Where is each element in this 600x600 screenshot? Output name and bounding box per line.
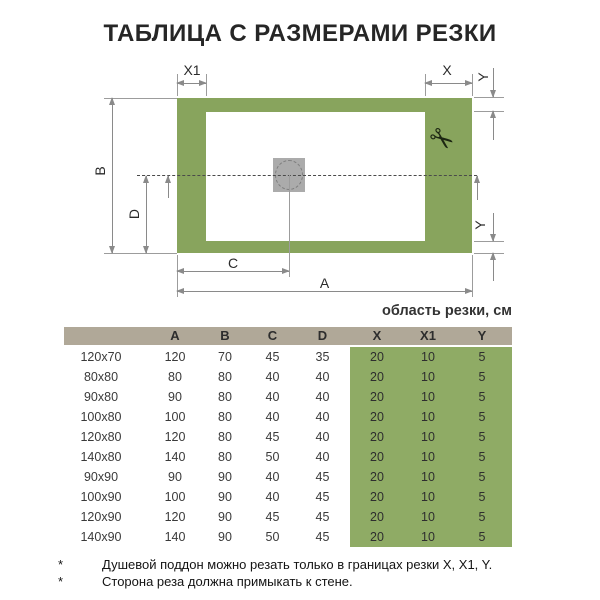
size-label: 90x80 xyxy=(83,390,119,404)
dim-line-y-top xyxy=(493,68,494,97)
value-cell: 45 xyxy=(315,530,330,544)
value-cell: 20 xyxy=(350,387,404,409)
value-cell: 5 xyxy=(452,427,512,449)
value-cell: 90 xyxy=(168,390,182,404)
extension-line xyxy=(474,253,504,254)
value-cell: 5 xyxy=(452,527,512,549)
value-cell: 10 xyxy=(404,447,452,469)
dim-line-y-bottom xyxy=(493,213,494,241)
dim-label-a: A xyxy=(319,275,330,291)
value-cell: 5 xyxy=(452,387,512,409)
value-cell: 80 xyxy=(218,450,232,464)
column-header: C xyxy=(267,328,278,343)
value-cell: 40 xyxy=(315,410,330,424)
table-row xyxy=(64,447,512,467)
dim-line-x1 xyxy=(177,83,206,84)
size-label: 120x80 xyxy=(80,430,122,444)
value-cell: 80 xyxy=(218,410,232,424)
centerline-pointer xyxy=(477,176,478,200)
table-row xyxy=(64,387,512,407)
footnote xyxy=(58,556,558,573)
extension-line xyxy=(474,241,504,242)
value-cell: 45 xyxy=(315,510,330,524)
table-header-row xyxy=(64,327,512,345)
column-header: B xyxy=(220,328,230,343)
value-cell: 80 xyxy=(218,430,232,444)
dim-label-x: X xyxy=(442,62,452,78)
dim-label-y-top: Y xyxy=(475,72,491,82)
dim-line-b xyxy=(112,98,113,253)
value-cell: 10 xyxy=(404,387,452,409)
value-cell: 20 xyxy=(350,407,404,429)
value-cell: 20 xyxy=(350,527,404,549)
size-label: 140x90 xyxy=(80,530,122,544)
column-header xyxy=(64,327,150,345)
table-row xyxy=(64,507,512,527)
value-cell: 45 xyxy=(265,430,280,444)
value-cell: 80 xyxy=(218,370,232,384)
extension-line xyxy=(474,111,504,112)
value-cell: 40 xyxy=(315,450,330,464)
dim-label-y-bottom: Y xyxy=(472,220,488,230)
size-label: 120x90 xyxy=(80,510,122,524)
value-cell: 5 xyxy=(452,467,512,489)
dim-line-y-top xyxy=(493,111,494,140)
dim-line-a xyxy=(177,291,472,292)
footnote-text: Сторона реза должна примыкать к стене. xyxy=(102,574,353,589)
shower-tray-inner xyxy=(206,112,425,241)
value-cell: 20 xyxy=(350,367,404,389)
value-cell: 40 xyxy=(315,370,330,384)
centerline-pointer xyxy=(168,176,169,198)
value-cell: 45 xyxy=(315,490,330,504)
value-cell: 10 xyxy=(404,407,452,429)
value-cell: 20 xyxy=(350,467,404,489)
table-row xyxy=(64,367,512,387)
table-row xyxy=(64,487,512,507)
value-cell: 10 xyxy=(404,507,452,529)
value-cell: 100 xyxy=(164,490,186,504)
dim-line-c xyxy=(177,271,289,272)
value-cell: 140 xyxy=(164,450,186,464)
value-cell: 40 xyxy=(265,370,280,384)
value-cell: 50 xyxy=(265,450,280,464)
dim-line-x xyxy=(425,83,472,84)
value-cell: 10 xyxy=(404,527,452,549)
size-label: 140x80 xyxy=(80,450,122,464)
footnotes xyxy=(58,556,558,590)
value-cell: 20 xyxy=(350,447,404,469)
value-cell: 5 xyxy=(452,507,512,529)
value-cell: 5 xyxy=(452,347,512,369)
footnote-marker: * xyxy=(58,574,64,589)
value-cell: 45 xyxy=(315,470,330,484)
dim-label-x1: X1 xyxy=(183,62,201,78)
value-cell: 100 xyxy=(164,410,186,424)
table-row xyxy=(64,527,512,547)
size-label: 100x90 xyxy=(80,490,122,504)
value-cell: 40 xyxy=(265,490,280,504)
value-cell: 20 xyxy=(350,487,404,509)
value-cell: 140 xyxy=(164,530,186,544)
page-title: ТАБЛИЦА С РАЗМЕРАМИ РЕЗКИ xyxy=(103,20,497,47)
dim-label-d: D xyxy=(126,208,142,220)
value-cell: 20 xyxy=(350,507,404,529)
value-cell: 40 xyxy=(265,410,280,424)
value-cell: 45 xyxy=(265,510,280,524)
footnote xyxy=(58,573,558,590)
value-cell: 120 xyxy=(164,350,186,364)
column-header: Y xyxy=(477,328,487,343)
value-cell: 90 xyxy=(218,510,232,524)
value-cell: 5 xyxy=(452,407,512,429)
value-cell: 35 xyxy=(315,350,330,364)
value-cell: 5 xyxy=(452,367,512,389)
value-cell: 10 xyxy=(404,367,452,389)
value-cell: 90 xyxy=(218,470,232,484)
value-cell: 10 xyxy=(404,467,452,489)
value-cell: 20 xyxy=(350,427,404,449)
extension-line xyxy=(474,97,504,98)
value-cell: 5 xyxy=(452,447,512,469)
size-label: 120x70 xyxy=(80,350,122,364)
size-label: 90x90 xyxy=(83,470,119,484)
footnote-marker: * xyxy=(58,557,64,572)
value-cell: 10 xyxy=(404,347,452,369)
value-cell: 80 xyxy=(218,390,232,404)
value-cell: 45 xyxy=(265,350,280,364)
column-header: A xyxy=(170,328,180,343)
center-axis-line xyxy=(137,175,477,176)
value-cell: 40 xyxy=(265,470,280,484)
value-cell: 120 xyxy=(164,510,186,524)
value-cell: 90 xyxy=(168,470,182,484)
dim-label-b: B xyxy=(92,166,108,176)
value-cell: 50 xyxy=(265,530,280,544)
value-cell: 20 xyxy=(350,347,404,369)
value-cell: 120 xyxy=(164,430,186,444)
value-cell: 40 xyxy=(315,390,330,404)
table-row xyxy=(64,427,512,447)
cut-zone-caption: область резки, см xyxy=(382,303,512,319)
scissors-icon: ✂ xyxy=(421,119,461,161)
column-header: X xyxy=(372,328,382,343)
value-cell: 10 xyxy=(404,427,452,449)
value-cell: 5 xyxy=(452,487,512,509)
value-cell: 10 xyxy=(404,487,452,509)
table-row xyxy=(64,407,512,427)
value-cell: 70 xyxy=(218,350,232,364)
value-cell: 40 xyxy=(265,390,280,404)
dim-line-y-bottom xyxy=(493,253,494,281)
dim-label-c: C xyxy=(227,255,239,271)
column-header: X1 xyxy=(420,328,436,343)
table-row xyxy=(64,347,512,367)
column-header: D xyxy=(317,328,328,343)
size-table-body xyxy=(64,347,512,547)
value-cell: 90 xyxy=(218,490,232,504)
table-row xyxy=(64,467,512,487)
footnote-text: Душевой поддон можно резать только в границах резки X, X1, Y. xyxy=(102,557,493,572)
drain-center-line xyxy=(289,175,290,277)
size-label: 80x80 xyxy=(83,370,119,384)
value-cell: 80 xyxy=(168,370,182,384)
dim-line-d xyxy=(146,176,147,253)
value-cell: 90 xyxy=(218,530,232,544)
value-cell: 40 xyxy=(315,430,330,444)
size-label: 100x80 xyxy=(80,410,122,424)
